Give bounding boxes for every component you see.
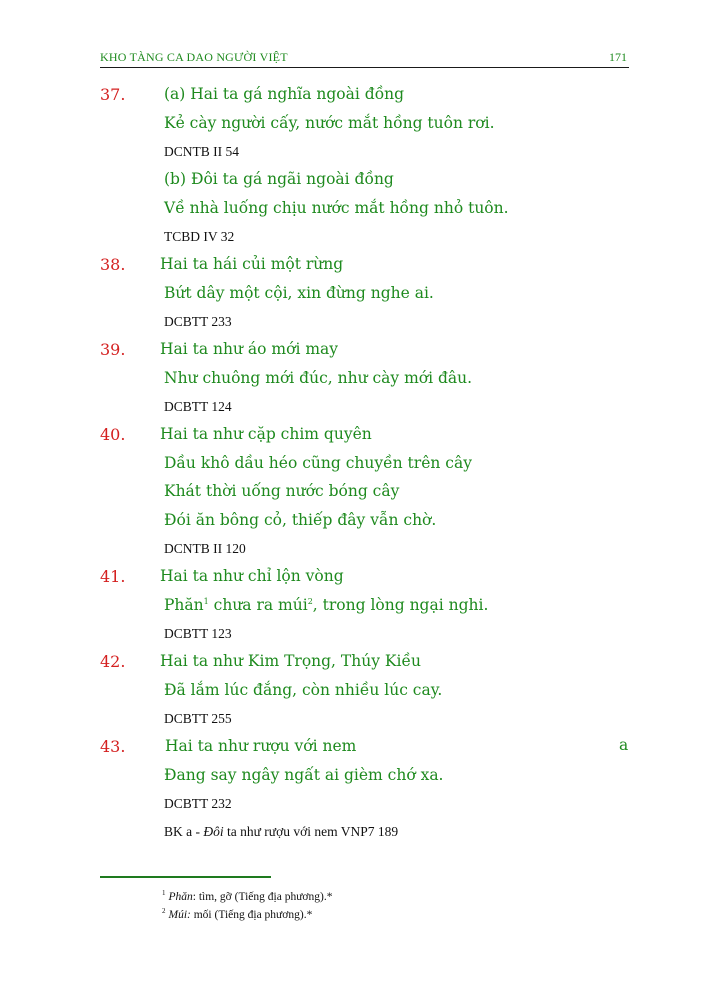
source-ref: DCBTT 123 [164,626,232,641]
source-ref: DCBTT 124 [164,399,232,414]
footnote-marker: 1 [203,596,209,606]
verse-line: Kẻ cày người cấy, nước mắt hồng tuôn rơi. [164,114,495,132]
footnote-mark: 1 [162,889,166,898]
verse-text: chưa ra múi [208,596,308,614]
variant-prefix: BK a - [164,824,204,839]
entry-number: 40. [100,425,126,444]
entry-number: 41. [100,567,126,586]
variant-italic: Đôi [203,824,224,839]
variant-note [164,824,398,840]
footnote-1 [162,891,332,903]
verse-line: Dầu khô dầu héo cũng chuyền trên cây [164,454,472,472]
footnote-2 [162,909,312,921]
entry-number: 42. [100,652,126,671]
footnote-term: Phăn [168,891,193,903]
verse-text: Phăn [164,596,204,614]
verse-line [164,596,488,614]
footnote-separator [100,876,271,878]
footnote-text: : tìm, gỡ (Tiếng địa phương).* [192,891,333,903]
source-ref: DCBTT 255 [164,711,232,726]
book-title: KHO TÀNG CA DAO NGƯỜI VIỆT [100,50,288,64]
footnote-text: mối (Tiếng địa phương).* [190,909,313,921]
verse-line: Về nhà luống chịu nước mắt hồng nhỏ tuôn. [164,199,509,217]
verse-line: Đã lắm lúc đắng, còn nhiều lúc cay. [164,681,443,699]
stray-letter: a [619,736,629,754]
entry-number: 39. [100,340,126,359]
verse-line: Hai ta như chỉ lộn vòng [160,567,344,585]
verse-line: Hai ta như áo mới may [160,340,339,358]
verse-line: Như chuông mới đúc, như cày mới đâu. [164,369,473,387]
verse-line: Đang say ngây ngất ai gièm chớ xa. [164,766,444,784]
verse-line: Hai ta như cặp chim quyên [160,425,372,443]
entry-number: 38. [100,255,126,274]
footnote-mark: 2 [162,907,166,916]
footnote-term: Múi: [168,909,191,921]
source-ref: DCNTB II 120 [164,541,246,556]
verse-line: (b) Đôi ta gá ngãi ngoài đồng [164,170,394,188]
verse-line: (a) Hai ta gá nghĩa ngoài đồng [164,85,405,103]
source-ref: DCBTT 233 [164,314,232,329]
variant-rest: ta như rượu với nem VNP7 189 [223,824,399,839]
verse-line: Hai ta hái củi một rừng [160,255,344,273]
entry-number: 37. [100,85,126,104]
verse-line: Khát thời uống nước bóng cây [164,482,400,500]
source-ref: DCBTT 232 [164,796,232,811]
footnote-marker: 2 [307,596,313,606]
entry-number: 43. [100,737,126,756]
verse-text: , trong lòng ngại nghi. [312,596,489,614]
source-ref: DCNTB II 54 [164,144,239,159]
verse-line: Đói ăn bông cỏ, thiếp đây vẫn chờ. [164,511,437,529]
verse-line: Hai ta như Kim Trọng, Thúy Kiều [160,652,421,670]
verse-line: Bứt dây một cội, xin đừng nghe ai. [164,284,434,302]
verse-line: Hai ta như rượu với nem [165,737,357,755]
running-header [100,49,629,68]
source-ref: TCBD IV 32 [164,229,235,244]
page-number: 171 [609,50,627,64]
